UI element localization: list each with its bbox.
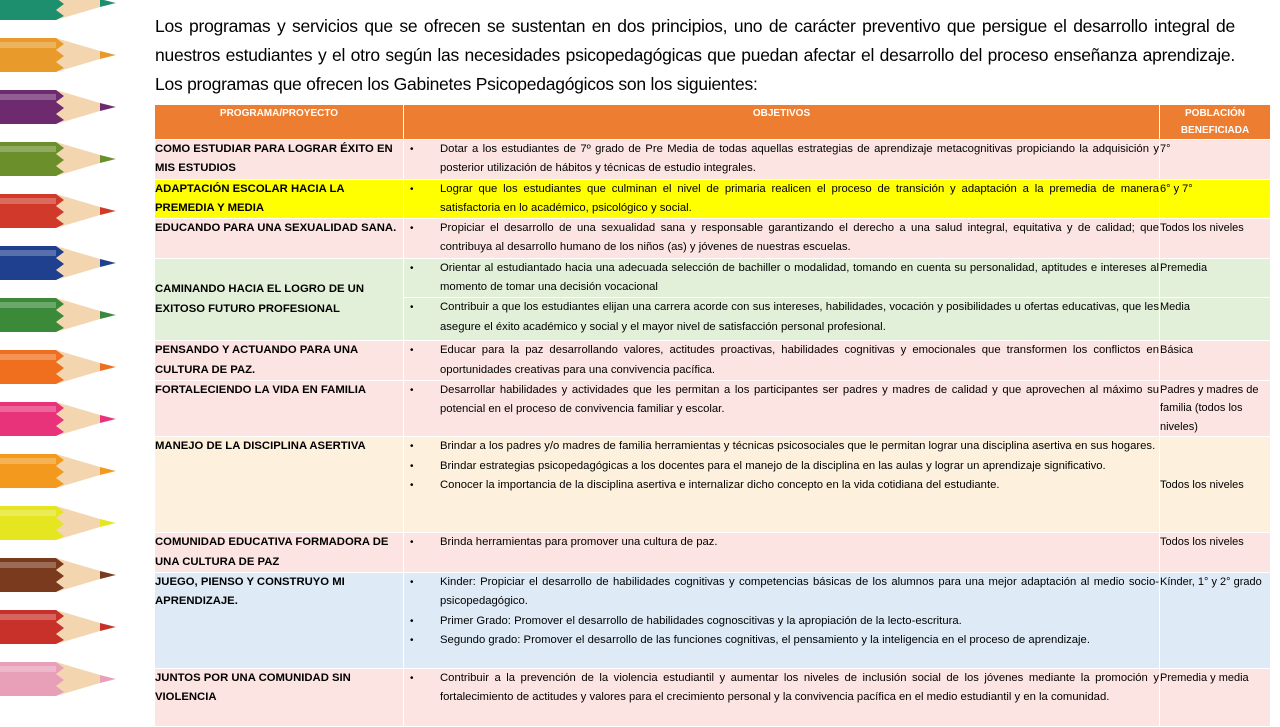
population-cell: Premedia — [1160, 258, 1271, 298]
population-cell: 6° y 7° — [1160, 179, 1271, 219]
pencil — [0, 350, 116, 384]
objective-item — [404, 669, 1159, 708]
objective-text: Educar para la paz desarrollando valores, actitudes proactivas, habilidades cognitivas y emocionales que transformen los conflictos en oportunidades creativas para una convivencia pacífica. — [440, 344, 1159, 376]
program-name: FORTALECIENDO LA VIDA EN FAMILIA — [155, 380, 404, 437]
population-cell: Kínder, 1° y 2° grado — [1160, 573, 1271, 669]
objective-item — [404, 457, 1159, 476]
objective-item — [404, 476, 1159, 495]
program-name: PENSANDO Y ACTUANDO PARA UNA CULTURA DE PAZ. — [155, 341, 404, 381]
objectives-cell — [404, 533, 1160, 573]
objective-item — [404, 180, 1159, 219]
table-row — [155, 341, 1271, 381]
objectives-cell — [404, 573, 1160, 669]
table-row — [155, 669, 1271, 727]
objective-item — [404, 259, 1159, 298]
pencil — [0, 38, 116, 72]
objective-item — [404, 573, 1159, 612]
objective-text: Contribuir a que los estudiantes elijan una carrera acorde con sus intereses, habilidades, vocación y posibilidades u ofertas educativas, que les asegure el éxito académico y social y el mayor nivel de satisfacción personal profesional. — [440, 301, 1159, 333]
pencil — [0, 142, 116, 176]
program-name: JUNTOS POR UNA COMUNIDAD SIN VIOLENCIA — [155, 669, 404, 727]
bullet-icon: • — [410, 537, 414, 549]
objective-item — [404, 298, 1159, 337]
objectives-cell — [404, 219, 1160, 259]
pencil — [0, 506, 116, 540]
population-cell: Básica — [1160, 341, 1271, 381]
header-population — [1160, 105, 1271, 140]
population-cell: Premedia y media — [1160, 669, 1271, 727]
objective-text: Brindar a los padres y/o madres de familia herramientas y técnicas psicosociales que le permitan lograr una disciplina asertiva en sus hogares. — [440, 440, 1156, 453]
bullet-icon: • — [410, 673, 414, 685]
table-row — [155, 258, 1271, 298]
objective-item — [404, 140, 1159, 179]
program-name: ADAPTACIÓN ESCOLAR HACIA LA PREMEDIA Y MEDIA — [155, 179, 404, 219]
table-row — [155, 140, 1271, 180]
population-cell: Todos los niveles — [1160, 219, 1271, 259]
objective-item — [404, 631, 1159, 650]
table-row — [155, 219, 1271, 259]
bullet-icon: • — [410, 302, 414, 314]
program-name: COMUNIDAD EDUCATIVA FORMADORA DE UNA CULTURA DE PAZ — [155, 533, 404, 573]
table-header-row — [155, 105, 1271, 140]
population-cell: 7° — [1160, 140, 1271, 180]
colored-pencils-decoration — [0, 0, 150, 720]
objectives-cell — [404, 140, 1160, 180]
program-name: EDUCANDO PARA UNA SEXUALIDAD SANA. — [155, 219, 404, 259]
objective-item — [404, 219, 1159, 258]
objective-item — [404, 437, 1159, 456]
program-name: CAMINANDO HACIA EL LOGRO DE UN EXITOSO FUTURO PROFESIONAL — [155, 258, 404, 341]
objective-text: Kinder: Propiciar el desarrollo de habilidades cognitivas y competencias básicas de los alumnos para una mejor adaptación al medio socio-psicopedagógico. — [440, 576, 1159, 608]
pencil — [0, 298, 116, 332]
pencil — [0, 402, 116, 436]
bullet-icon: • — [410, 615, 414, 627]
header-population-line2: BENEFICIADA — [1180, 125, 1250, 136]
table-row — [155, 179, 1271, 219]
objective-item — [404, 612, 1159, 631]
objectives-cell — [404, 298, 1160, 341]
header-population-line1: POBLACIÓN — [1185, 108, 1245, 119]
pencil — [0, 454, 116, 488]
table-row — [155, 573, 1271, 669]
objective-text: Propiciar el desarrollo de una sexualidad sana y responsable garantizando el derecho a una salud integral, equitativa y de calidad; que contribuya al desarrollo humano de los niños (as) y jóvenes de nuestras escuelas. — [440, 222, 1159, 254]
bullet-icon: • — [410, 262, 414, 274]
population-cell: Media — [1160, 298, 1271, 341]
objective-item — [404, 341, 1159, 380]
bullet-icon: • — [410, 577, 414, 589]
bullet-icon: • — [410, 183, 414, 195]
pencil — [0, 0, 116, 20]
bullet-icon: • — [410, 223, 414, 235]
program-name: MANEJO DE LA DISCIPLINA ASERTIVA — [155, 437, 404, 533]
objectives-cell — [404, 341, 1160, 381]
header-program: PROGRAMA/PROYECTO — [155, 105, 404, 140]
objectives-cell — [404, 380, 1160, 437]
population-cell: Todos los niveles — [1160, 437, 1271, 533]
bullet-icon: • — [410, 460, 414, 472]
population-cell: Padres y madres de familia (todos los niveles) — [1160, 380, 1271, 437]
pencil — [0, 558, 116, 592]
pencil — [0, 246, 116, 280]
objectives-cell — [404, 437, 1160, 533]
bullet-icon: • — [410, 480, 414, 492]
objectives-cell — [404, 669, 1160, 727]
bullet-icon: • — [410, 345, 414, 357]
objective-text: Segundo grado: Promover el desarrollo de las funciones cognitivas, el pensamiento y la inteligencia en el proceso de aprendizaje. — [440, 633, 1090, 646]
population-cell: Todos los niveles — [1160, 533, 1271, 573]
program-name: COMO ESTUDIAR PARA LOGRAR ÉXITO EN MIS ESTUDIOS — [155, 140, 404, 180]
objective-text: Desarrollar habilidades y actividades que les permitan a los participantes ser padres y madres de calidad y que aprovechen al máximo su potencial en el proceso de convivencia familiar y escolar. — [440, 383, 1159, 416]
objectives-cell — [404, 179, 1160, 219]
objective-text: Orientar al estudiantado hacia una adecuada selección de bachiller o modalidad, tomando en cuenta su personalidad, aptitudes e intereses al momento de tomar una decisión vocacional — [440, 261, 1159, 294]
programs-table — [154, 104, 1271, 727]
objective-text: Brindar estrategias psicopedagógicas a los docentes para el manejo de la disciplina en las aulas y lograr un aprendizaje significativo. — [440, 459, 1106, 472]
pencil — [0, 90, 116, 124]
objective-text: Conocer la importancia de la disciplina asertiva e internalizar dicho concepto en la vida cotidiana del estudiante. — [440, 479, 1000, 492]
pencil — [0, 194, 116, 228]
header-objectives: OBJETIVOS — [404, 105, 1160, 140]
pencil — [0, 610, 116, 644]
bullet-icon: • — [410, 144, 414, 155]
objectives-cell — [404, 258, 1160, 298]
pencil — [0, 662, 116, 696]
objective-item — [404, 533, 1159, 552]
objective-text: Lograr que los estudiantes que culminan el nivel de primaria realicen el proceso de transición y adaptación a la premedia de manera satisfactoria en lo académico, psicológico y social. — [440, 182, 1159, 214]
objective-text: Brinda herramientas para promover una cultura de paz. — [440, 536, 718, 549]
intro-paragraph: Los programas y servicios que se ofrecen se sustentan en dos principios, uno de carácter preventivo que persigue el desarrollo integral de nuestros estudiantes y el otro según las necesidades psicopedagógicas que puedan afectar el desarrollo del proceso enseñanza aprendizaje. Los programas que ofrecen los Gabinetes Psicopedagógicos son los siguientes: — [155, 16, 1235, 94]
program-name: JUEGO, PIENSO Y CONSTRUYO MI APRENDIZAJE. — [155, 573, 404, 669]
objective-text: Contribuir a la prevención de la violencia estudiantil y aumentar los niveles de inclusión social de los jóvenes mediante la promoción y fortalecimiento de actitudes y valores para el crecimiento personal y la convivencia pacífica en el medio estudiantil y en la comunidad. — [440, 672, 1159, 704]
objective-item — [404, 381, 1159, 420]
objective-text: Primer Grado: Promover el desarrollo de habilidades cognoscitivas y la apropiación de la lecto-escritura. — [440, 614, 962, 627]
bullet-icon: • — [410, 384, 414, 396]
table-row — [155, 380, 1271, 437]
objective-text: Dotar a los estudiantes de 7º grado de Pre Media de todas aquellas estrategias de aprendizaje metacognitivas propiciando la adquisición y posterior utilización de hábitos y técnicas de estudio integrales. — [440, 143, 1159, 175]
bullet-icon: • — [410, 441, 414, 453]
table-row — [155, 533, 1271, 573]
pencils-illustration — [0, 0, 150, 720]
bullet-icon: • — [410, 634, 414, 646]
table-row — [155, 437, 1271, 533]
